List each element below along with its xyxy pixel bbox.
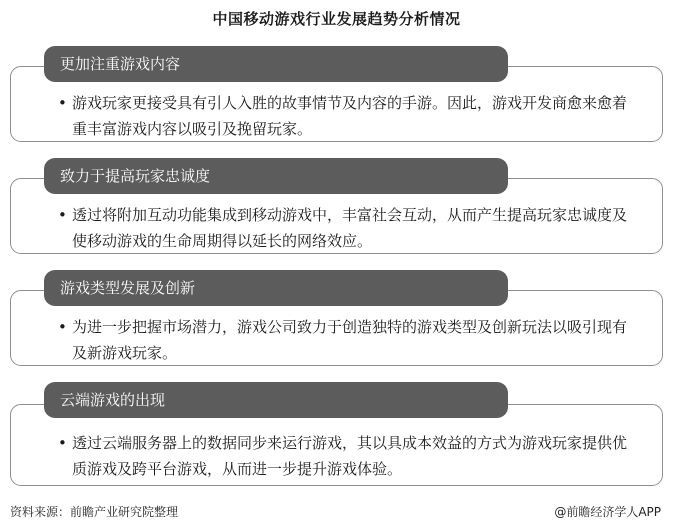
- trend-description: [60, 90, 630, 142]
- trend-section-genre-innovation: [10, 270, 663, 366]
- trend-description: [60, 314, 630, 366]
- bullet-icon: •: [58, 206, 67, 224]
- trend-description-text: 游戏玩家更接受具有引人入胜的故事情节及内容的手游。因此，游戏开发商愈来愈着重丰富游戏内容以吸引及挽留玩家。: [72, 94, 628, 138]
- trend-description: [60, 202, 630, 254]
- trend-description: [60, 430, 630, 482]
- page-title: 中国移动游戏行业发展趋势分析情况: [212, 10, 461, 28]
- trend-section-cloud-gaming: [10, 382, 663, 488]
- trend-heading: 游戏类型发展及创新: [44, 270, 508, 306]
- bullet-icon: •: [58, 318, 67, 336]
- trend-heading: 云端游戏的出现: [44, 382, 508, 418]
- bullet-icon: •: [58, 94, 67, 112]
- source-note: 资料来源：前瞻产业研究院整理: [10, 505, 179, 519]
- trend-section-content-focus: [10, 46, 663, 142]
- trend-heading: 更加注重游戏内容: [44, 46, 508, 82]
- trend-heading: 致力于提高玩家忠诚度: [44, 158, 508, 194]
- trend-section-loyalty: [10, 158, 663, 254]
- trend-description-text: 透过将附加互动功能集成到移动游戏中，丰富社会互动，从而产生提高玩家忠诚度及使移动游戏的生命周期得以延长的网络效应。: [72, 206, 628, 250]
- bullet-icon: •: [58, 434, 67, 452]
- trend-description-text: 为进一步把握市场潜力，游戏公司致力于创造独特的游戏类型及创新玩法以吸引现有及新游戏玩家。: [72, 318, 628, 362]
- trend-description-text: 透过云端服务器上的数据同步来运行游戏，其以具成本效益的方式为游戏玩家提供优质游戏及跨平台游戏，从而进一步提升游戏体验。: [72, 434, 628, 478]
- app-credit: @前瞻经济学人APP: [554, 505, 661, 519]
